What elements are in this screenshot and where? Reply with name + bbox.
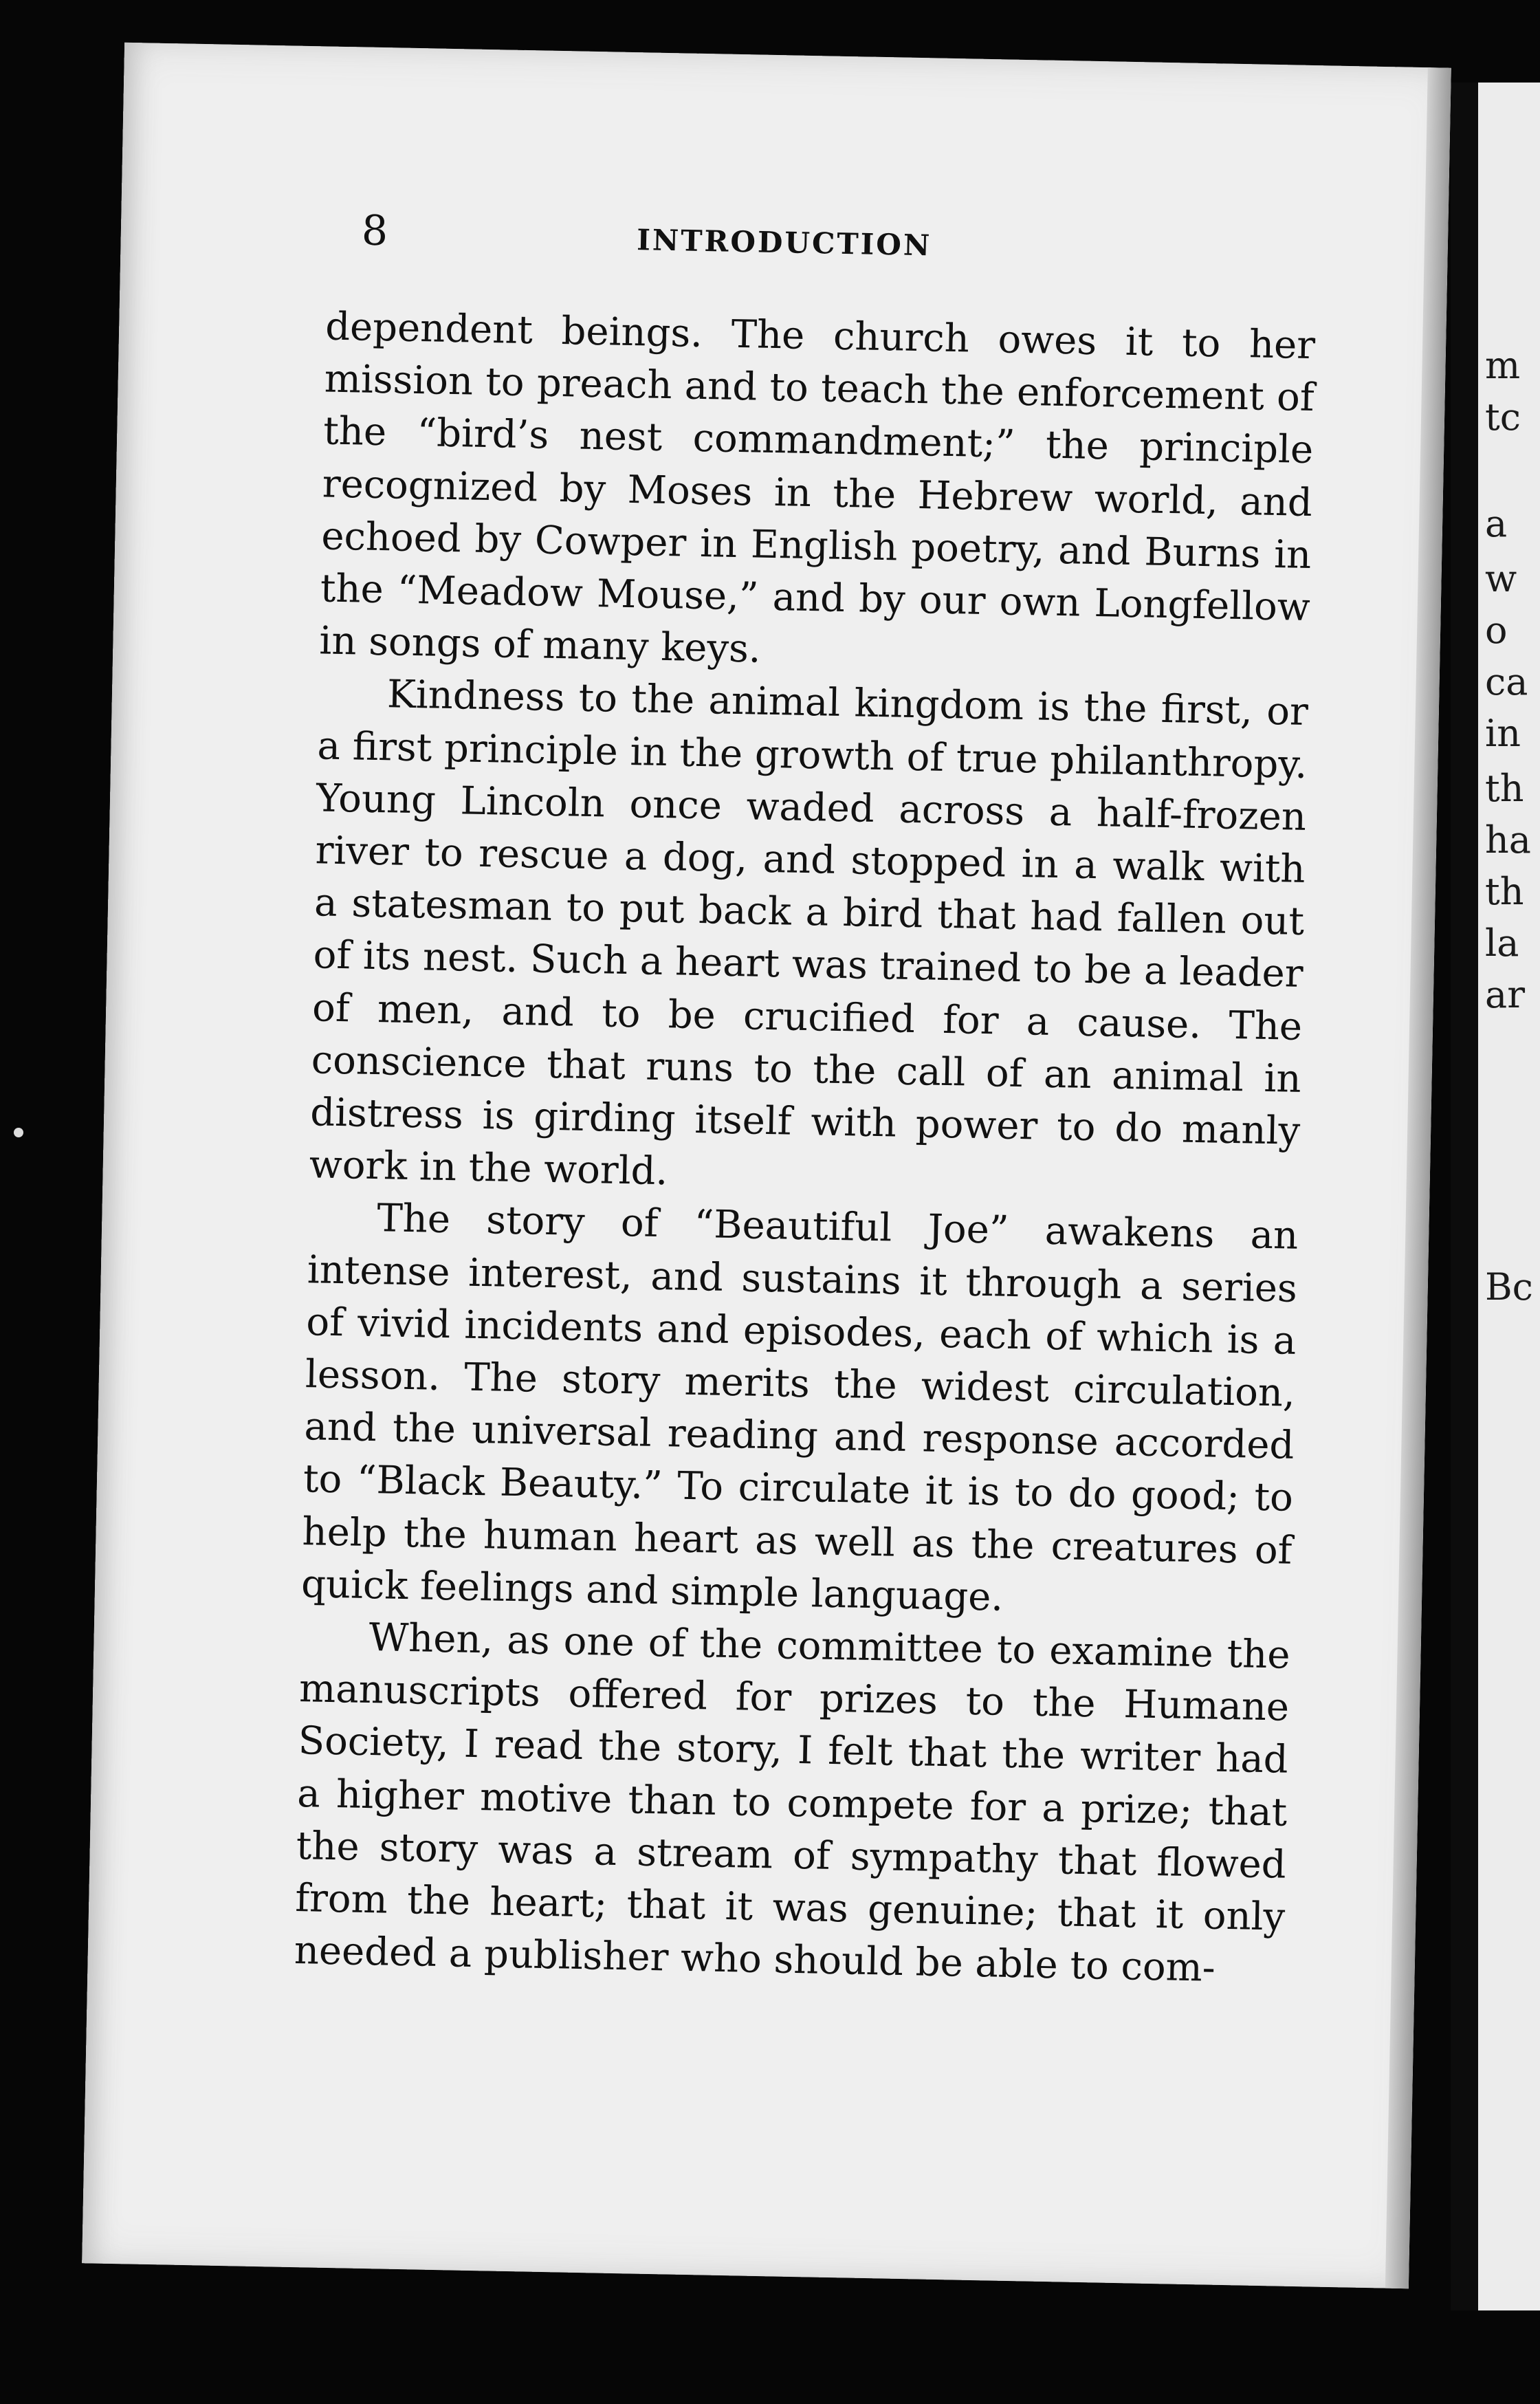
scan-speck: [14, 1128, 23, 1137]
paragraph: dependent beings. The church owes it to her mission to preach and to teach the enforcement of the “bird’s nest commandment;” the principle recognized by Moses in the Hebrew world, and echoed by Cowper in English poetry, and Burns in the “Meadow Mouse,” and by our own Longfellow in songs of many keys.: [318, 304, 1316, 672]
facing-page-fragment: Bc: [1485, 1265, 1533, 1309]
section-title: INTRODUCTION: [636, 223, 932, 263]
book-page: [82, 43, 1451, 2288]
facing-page-fragment: la: [1485, 921, 1519, 965]
facing-page-fragment: o: [1485, 609, 1508, 652]
facing-page-fragment: m: [1485, 344, 1521, 387]
facing-page-fragment: ca: [1485, 660, 1528, 703]
page-gutter-shadow: [1385, 67, 1451, 2288]
paragraph: Kindness to the animal kingdom is the first, or a first principle in the growth of true philanthropy. Young Lincoln once waded across a half-frozen river to rescue a dog, and stopped in a walk with a statesman to put back a bird that had fallen out of its nest. Such a heart was trained to be a leader of men, and to be crucified for a cause. The conscience that runs to the call of an animal in distress is girding itself with power to do manly work in the world.: [309, 672, 1309, 1194]
facing-page-fragment: in: [1485, 712, 1521, 755]
running-head: [120, 202, 1448, 283]
facing-page-fragment: ha: [1485, 818, 1531, 862]
facing-page-fragment: a: [1485, 502, 1508, 545]
facing-page-fragment: th: [1485, 870, 1524, 913]
facing-page-fragment: ar: [1485, 973, 1526, 1016]
facing-page-fragment: tc: [1485, 395, 1521, 439]
facing-page-fragment: w: [1485, 557, 1517, 600]
facing-page-fragment: th: [1485, 767, 1524, 810]
paragraph: The story of “Beautiful Joe” awakens an intense interest, and sustains it through a series of vivid incidents and episodes, each of which is a lesson. The story merits the widest circulation, and the universal reading and response accorded to “Black Beauty.” To circulate it is to do good; to help the human heart as well as the creatures of quick feelings and simple language.: [300, 1196, 1299, 1620]
page-number: 8: [361, 206, 388, 256]
paragraph: When, as one of the committee to examine the manuscripts offered for prizes to the Humane Society, I read the story, I felt that the writer had a higher motive than to compete for a prize; that the story was a stream of sympathy that flowed from the heart; that it was genuine; that it only needed a publisher who should be able to com-: [294, 1615, 1291, 1991]
facing-page-edge: [1451, 83, 1540, 2310]
body-text: [294, 300, 1316, 1996]
